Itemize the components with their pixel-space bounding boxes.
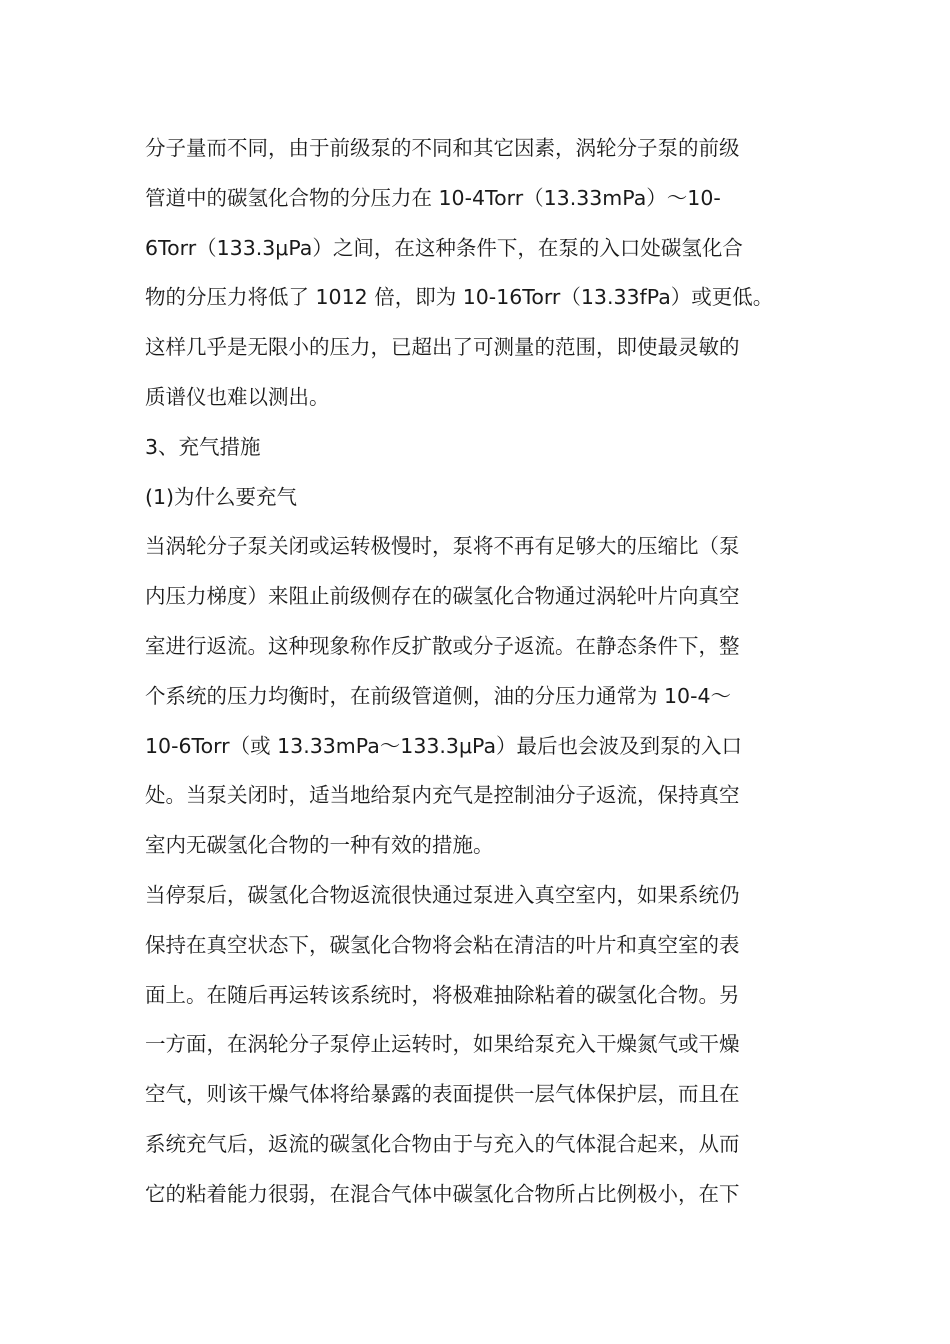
text-line: 当涡轮分子泵关闭或运转极慢时，泵将不再有足够大的压缩比（泵 [145, 534, 740, 559]
text-line: 物的分压力将低了 1012 倍，即为 10-16Torr（13.33fPa）或更低。 [145, 285, 774, 310]
document-body [145, 124, 821, 1220]
text-line: 分子量而不同，由于前级泵的不同和其它因素，涡轮分子泵的前级 [145, 136, 740, 160]
text-line: 处。当泵关闭时，适当地给泵内充气是控制油分子返流，保持真空 [145, 783, 740, 808]
text-line: 空气，则该干燥气体将给暴露的表面提供一层气体保护层，而且在 [145, 1082, 740, 1107]
text-line: 当停泵后，碳氢化合物返流很快通过泵进入真空室内，如果系统仍 [145, 882, 740, 907]
subsection-heading: (1)为什么要充气 [145, 484, 298, 509]
text-line: 管道中的碳氢化合物的分压力在 10-4Torr（13.33mPa）～10- [145, 185, 721, 210]
text-line: 一方面，在涡轮分子泵停止运转时，如果给泵充入干燥氮气或干燥 [145, 1032, 740, 1057]
text-line: 内压力梯度）来阻止前级侧存在的碳氢化合物通过涡轮叶片向真空 [145, 584, 740, 609]
text-line: 6Torr（133.3μPa）之间，在这种条件下，在泵的入口处碳氢化合 [145, 235, 743, 260]
text-line: 个系统的压力均衡时，在前级管道侧，油的分压力通常为 10-4～ [145, 683, 732, 708]
text-line: 室进行返流。这种现象称作反扩散或分子返流。在静态条件下，整 [145, 633, 740, 658]
text-line: 室内无碳氢化合物的一种有效的措施。 [145, 833, 494, 858]
text-line: 10-6Torr（或 13.33mPa～133.3μPa）最后也会波及到泵的入口 [145, 733, 743, 758]
text-line: 系统充气后，返流的碳氢化合物由于与充入的气体混合起来，从而 [145, 1131, 740, 1156]
section-heading: 3、充气措施 [145, 434, 261, 459]
text-line: 面上。在随后再运转该系统时，将极难抽除粘着的碳氢化合物。另 [145, 982, 740, 1007]
text-line: 这样几乎是无限小的压力，已超出了可测量的范围，即使最灵敏的 [145, 335, 740, 360]
text-line: 质谱仪也难以测出。 [145, 384, 330, 409]
text-line: 它的粘着能力很弱，在混合气体中碳氢化合物所占比例极小，在下 [145, 1181, 740, 1206]
text-line: 保持在真空状态下，碳氢化合物将会粘在清洁的叶片和真空室的表 [145, 932, 740, 957]
